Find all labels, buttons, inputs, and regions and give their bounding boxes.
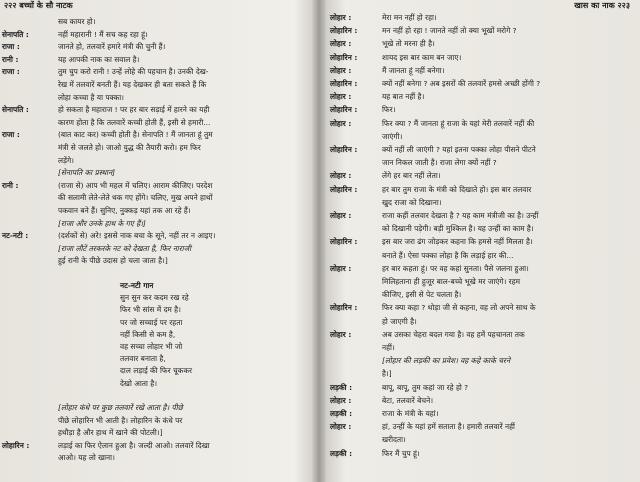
dialogue-text: इस बार जरा ढंग जोड़कर कहना कि हमसे नहीं मिलता है। xyxy=(382,237,533,247)
speaker-name: राजा : xyxy=(2,67,20,77)
speaker-name: लोहारिन : xyxy=(330,237,358,247)
dialogue-text: [लोहार कंधे पर कुछ तलवारें रखे आता है। पीछे xyxy=(58,403,183,412)
dialogue-text: आओ। यह लो खाना। xyxy=(58,453,115,463)
dialogue-text: लेंगे हर बार नहीं लेता। xyxy=(382,171,441,181)
dialogue-text: फिर क्या कहा ? थोड़ा जी से कहना, वह लो अपने साथ के xyxy=(382,303,536,313)
dialogue-text: है।] xyxy=(382,369,392,379)
speaker-name: लड़की : xyxy=(330,448,353,458)
dialogue-text: मंत्री से जलते हो। जाओ युद्ध की तैयारी करो। हम फिर xyxy=(58,143,201,152)
song-line: पर जो सच्चाई पर रहता xyxy=(120,317,183,327)
song-line: फिर भी सांस में दम है। xyxy=(120,305,181,315)
dialogue-text: [सेनापति का प्रस्थान] xyxy=(58,168,116,178)
speaker-name: रानी : xyxy=(2,54,19,64)
dialogue-text: शायद इस बार काम बन जाए। xyxy=(382,52,462,62)
song-title: नट-नटी गान xyxy=(120,281,154,290)
speaker-name: लोहारिन : xyxy=(330,79,358,88)
dialogue-text: [लोहार की लड़की का प्रवेश। वह कहे काके चरने xyxy=(382,356,511,366)
dialogue-text: की सलामी लेते-लेते थक गए होंगे। चलिए, मुख अपने हाथों xyxy=(58,193,213,203)
dialogue-text: लड़ाई का फिर ऐलान हुआ है। जल्दी आओ। तलवारें दिखा xyxy=(58,440,210,450)
speaker-name: लोहारिन : xyxy=(330,303,358,313)
dialogue-text: हो जाएगी है। xyxy=(382,316,417,326)
dialogue-text: (बात काट कर) कच्ची होती है। सेनापति ! मैं जानता हूं तुम xyxy=(58,130,213,140)
speaker-name: लोहारिन : xyxy=(330,184,358,194)
speaker-name: लोहारिन : xyxy=(330,105,358,115)
speaker-name: लोहार : xyxy=(330,13,352,22)
dialogue-text: मन नहीं हो रहा ! जानते नहीं तो क्या भूखों मरोगे ? xyxy=(382,26,517,36)
dialogue-text: कारण होता है कि तलवारें कच्ची होती हैं, इसी से हमारी... xyxy=(58,117,211,127)
speaker-name: सेनापति : xyxy=(2,29,29,39)
speaker-name: नट-नटी : xyxy=(2,231,29,241)
dialogue-text: बनाते हैं। ऐसा पक्का लोहा है कि लड़ाई हार की... xyxy=(382,250,514,260)
right-page-header: खास का नाक २२३ xyxy=(574,1,630,10)
song-line: नहीं किसी से कम है, xyxy=(120,329,176,339)
dialogue-text: [राजा और उनके हाथ के गए हैं।] xyxy=(58,218,146,228)
dialogue-text: फिर मैं चुप हूं। xyxy=(382,448,420,458)
song-lines xyxy=(120,294,192,387)
speaker-name: लोहार : xyxy=(330,39,352,49)
dialogue-text: यह आपकी नाक का सवाल है। xyxy=(58,54,140,64)
speaker-name: लोहारिन : xyxy=(330,26,358,36)
dialogue-text: (दर्शकों से) अरे! इससे नाक बचा के सूने, नहीं तर न आइए। xyxy=(58,231,216,241)
dialogue-text: नहीं महारानी ! मैं सच कह रहा हूं। xyxy=(58,29,148,39)
dialogue-text: तुम चुप करो रानी ! उन्हें लोहे की पहचान है। उनकी देख- xyxy=(58,67,209,77)
song-line: सुन सुन कर कदम रख रहे xyxy=(120,293,189,303)
song-line: देखो आता है। xyxy=(120,378,157,388)
dialogue-text: यह बात नहीं है। xyxy=(382,92,425,102)
speaker-name: लोहार : xyxy=(330,211,352,220)
dialogue-text: लोहा कच्चा है या पक्का। xyxy=(58,92,124,102)
speaker-name: लोहार : xyxy=(330,118,352,128)
speaker-name: राजा : xyxy=(2,130,20,140)
dialogue-text: बापू, बापू, तुम कहां जा रहे हो ? xyxy=(382,382,469,392)
dialogue-text: क्यों नहीं बनेगा ? अब इसरों की तलवारें हमसे अच्छी होंगी ? xyxy=(382,79,541,88)
speaker-name: लोहार : xyxy=(330,395,352,405)
speaker-name: सेनापति : xyxy=(2,105,29,115)
dialogue-text: बेटा, तलवारें बेचने। xyxy=(382,395,433,405)
song-line: दाल लड़ाई की फिर चूककर xyxy=(120,366,193,376)
song-block xyxy=(120,282,192,387)
dialogue-text: अब उसका चेहरा बदल गया है। वह हमें पहचानता तक xyxy=(382,329,525,339)
dialogue-text: सब कायर हो। xyxy=(58,17,96,26)
dialogue-text: रेख में तलवारें बनती हैं। यह देखकर ही बता सकते हैं कि xyxy=(58,80,207,89)
dialogue-text: राजा कहीं तलवार देखता है ? यह काम मंत्रीजी का है। उन्हीं xyxy=(382,211,539,220)
dialogue-text: को दिखानी पड़ेगी। बड़ी मुश्किल है। यह उन्हीं का काम है। xyxy=(382,224,534,234)
dialogue-text: फिर। xyxy=(382,105,396,115)
dialogue-text: (राजा से) आप भी महल में चलिए। आराम कीजिए। परदेश xyxy=(58,180,213,190)
dialogue-text: खुद राजा को दिखाना। xyxy=(382,197,442,207)
speaker-name: राजा : xyxy=(2,42,20,52)
dialogue-text: राजा के मंत्री के यहां। xyxy=(382,409,439,418)
speaker-name: लोहारिन : xyxy=(330,52,358,62)
dialogue-text: फिर क्या ? मैं जानता हूं राजा के यहां मेरी तलवारें नहीं की xyxy=(382,118,535,128)
dialogue-text: पकवान बने हैं। सुनिए, नुक्कड़ यहां तक आ रहे हैं। xyxy=(58,206,191,215)
dialogue-text: क्यों नहीं ली जाएंगी ? यहां इतना पक्का लोहा पीसने पीटने xyxy=(382,145,536,154)
dialogue-text: हर बार कहता हूं। पर वह कहां सुनता। पैसे जलना हुआ। xyxy=(382,263,529,273)
song-line: तलवार बनाता है, xyxy=(120,354,166,364)
dialogue-text: नहीं। xyxy=(382,343,395,352)
speaker-name: लोहार : xyxy=(330,92,352,102)
speaker-name: लोहार : xyxy=(330,263,352,273)
dialogue-text: जानते हो, तलवारें हमारे मंत्री की चुनी हैं। xyxy=(58,42,166,52)
speaker-name: रानी : xyxy=(2,180,19,190)
dialogue-text: हो सकता है महाराज ! पर हर बार सड़ाई में हारने का यही xyxy=(58,105,210,115)
dialogue-text: लड़ेंगे। xyxy=(58,155,74,165)
dialogue-text: हां, उन्हीं के यहां हमें सताता है। हमारी तलवारें नहीं xyxy=(382,422,515,432)
dialogue-text: हर बार तुम राजा के मंत्री को दिखाते हो। इस बार तलवार xyxy=(382,184,532,194)
speaker-name: लोहार : xyxy=(330,329,352,339)
left-page xyxy=(2,0,308,482)
right-page xyxy=(330,0,636,482)
dialogue-text: जाएंगी। xyxy=(382,131,403,141)
dialogue-text: मिलिहताना ही हुजूर बाल-बच्चे भूखे मर जाएंगे। रहम xyxy=(382,277,521,286)
dialogue-text: खरीदता। xyxy=(382,435,406,445)
dialogue-text: हुई रानी के पीछे उदास हो चला जाता है।] xyxy=(58,256,168,266)
song-line: वह सच्चा लोहार भी जो xyxy=(120,342,183,352)
dialogue-text: कीजिए, इसी से पेट चलता है। xyxy=(382,290,462,300)
speaker-name: लोहार : xyxy=(330,171,352,181)
dialogue-text: मेरा मन नहीं हो रहा। xyxy=(382,13,437,22)
speaker-name: लोहार : xyxy=(330,422,352,432)
speaker-name: लोहारिन : xyxy=(2,440,30,450)
dialogue-text: मैं जानता हूं नहीं बनेगा। xyxy=(382,65,445,75)
speaker-name: लोहारिन : xyxy=(330,145,358,154)
dialogue-text: [राजा लौटें तरकरके नट को देखता है, फिर नाराजी xyxy=(58,243,192,253)
speaker-name: लड़की : xyxy=(330,409,353,418)
dialogue-text: जान निकल जाती है। राजा लेगा क्यों नहीं ? xyxy=(382,158,497,168)
speaker-name: लोहार : xyxy=(330,65,352,75)
speaker-name: लड़की : xyxy=(330,382,353,392)
left-page-header: २२२ बच्चों के सौ नाटक xyxy=(4,1,73,10)
dialogue-text: हथौड़ा है और हाथ में खाने की पोटली।] xyxy=(58,428,163,438)
dialogue-text: भूखे तो मरना ही है। xyxy=(382,39,435,49)
dialogue-text: पीछे लोहारिन भी आती है। लोहारिन के कंधे पर xyxy=(58,415,183,425)
book-gutter xyxy=(312,0,326,482)
